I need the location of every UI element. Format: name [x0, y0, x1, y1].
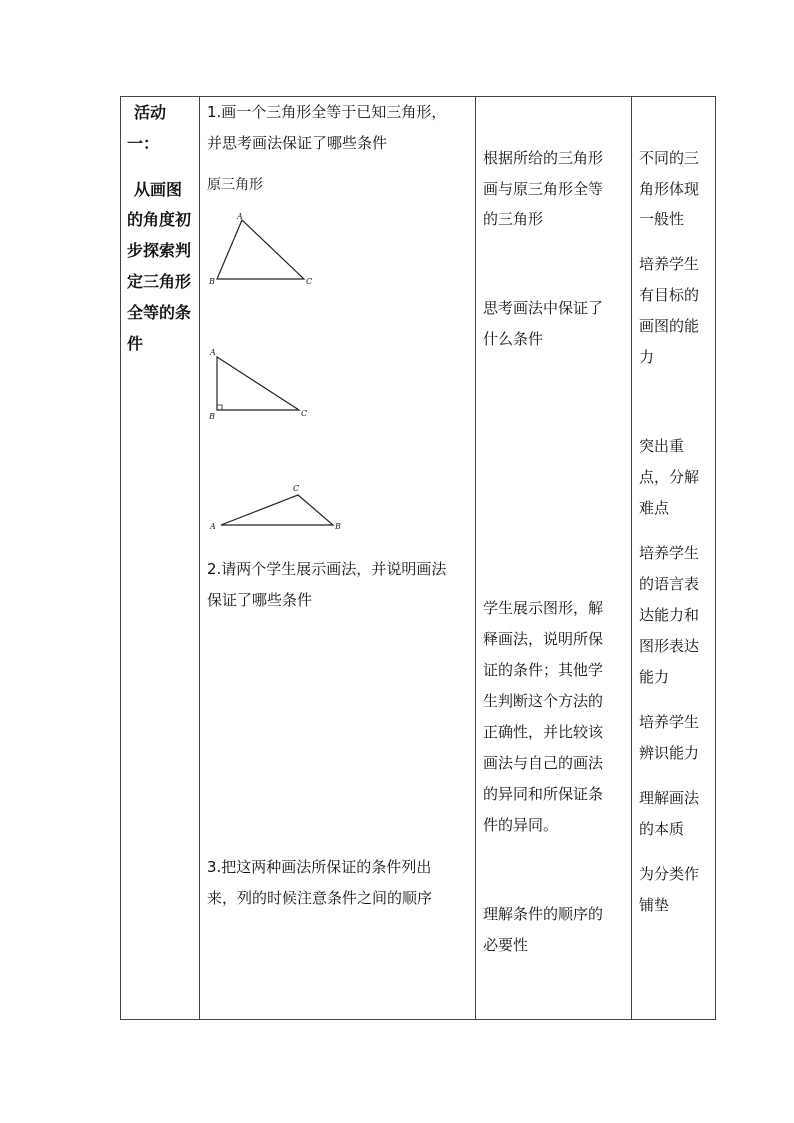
triangle-2-shape: [217, 357, 299, 410]
intent-block5-line-1: 培养学生: [639, 713, 700, 731]
activity-subtitle-line-1: 从画图: [134, 180, 183, 199]
activity-subtitle-line-3: 步探索判: [127, 241, 192, 260]
activity-title-line-2: 一：: [127, 134, 160, 153]
intent-block4-line-5: 能力: [639, 668, 670, 686]
triangle-1-label-a: A: [237, 212, 243, 221]
triangle-figure-3: [205, 478, 355, 538]
triangle-2-label-c: C: [301, 409, 308, 418]
intent-block4-line-4: 图形表达: [639, 637, 700, 655]
step1-line-2: 并思考画法保证了哪些条件: [207, 134, 388, 152]
intent-block3-line-3: 难点: [639, 499, 670, 517]
intent-block6-line-1: 理解画法: [639, 789, 700, 807]
table-right-border: [715, 96, 716, 1020]
triangle-1-label-b: B: [209, 277, 215, 286]
step3-line-1: 3.把这两种画法所保证的条件列出: [207, 858, 432, 876]
student-block4-line-2: 必要性: [483, 936, 529, 954]
student-block3-line-4: 生判断这个方法的: [483, 692, 604, 710]
intent-block1-line-2: 角形体现: [639, 180, 700, 198]
intent-block4-line-3: 达能力和: [639, 606, 700, 624]
student-block3-line-7: 的异同和所保证条: [483, 785, 604, 803]
student-block3-line-2: 释画法，说明所保: [483, 630, 604, 648]
student-block1-line-1: 根据所给的三角形: [483, 149, 604, 167]
activity-subtitle-line-5: 全等的条: [127, 303, 192, 322]
triangle-figure-2: [205, 345, 325, 425]
intent-block7-line-2: 铺垫: [639, 896, 670, 914]
column-divider-2: [475, 96, 476, 1020]
triangle-1-label-c: C: [306, 277, 313, 286]
student-block3-line-5: 正确性，并比较该: [483, 723, 604, 741]
intent-block2-line-3: 画图的能: [639, 317, 700, 335]
triangle-3-label-b: B: [335, 522, 341, 531]
triangle-2-label-b: B: [209, 412, 215, 421]
triangle-3-label-a: A: [210, 522, 216, 531]
step2-line-2: 保证了哪些条件: [207, 591, 313, 609]
column-divider-3: [631, 96, 632, 1020]
step3-line-2: 来，列的时候注意条件之间的顺序: [207, 889, 433, 907]
intent-block3-line-1: 突出重: [639, 437, 685, 455]
intent-block1-line-1: 不同的三: [639, 149, 700, 167]
table-left-border: [120, 96, 121, 1020]
column-divider-1: [199, 96, 200, 1020]
student-block3-line-3: 证的条件；其他学: [483, 661, 604, 679]
student-block3-line-6: 画法与自己的画法: [483, 754, 604, 772]
table-bottom-border: [120, 1019, 716, 1020]
intent-block6-line-2: 的本质: [639, 820, 685, 838]
intent-block1-line-3: 一般性: [639, 210, 685, 228]
student-block3-line-8: 件的异同。: [483, 816, 559, 834]
student-block2-line-1: 思考画法中保证了: [483, 299, 604, 317]
activity-subtitle-line-4: 定三角形: [127, 272, 192, 291]
student-block3-line-1: 学生展示图形，解: [483, 599, 604, 617]
step1-line-1: 1.画一个三角形全等于已知三角形，: [207, 103, 447, 121]
activity-title-line-1: 活动: [134, 103, 167, 122]
student-block2-line-2: 什么条件: [483, 330, 544, 348]
triangle-1-shape: [217, 220, 304, 279]
student-block4-line-1: 理解条件的顺序的: [483, 905, 604, 923]
intent-block2-line-2: 有目标的: [639, 286, 700, 304]
intent-block7-line-1: 为分类作: [639, 865, 700, 883]
intent-block2-line-1: 培养学生: [639, 255, 700, 273]
intent-block2-line-4: 力: [639, 348, 655, 366]
right-angle-marker: [217, 405, 222, 410]
activity-subtitle-line-6: 件: [127, 334, 144, 353]
intent-block5-line-2: 辨识能力: [639, 744, 700, 762]
step2-line-1: 2.请两个学生展示画法，并说明画法: [207, 560, 447, 578]
student-block1-line-2: 画与原三角形全等: [483, 180, 604, 198]
triangle-3-label-c: C: [293, 484, 300, 493]
intent-block4-line-2: 的语言表: [639, 575, 700, 593]
triangle-2-label-a: A: [210, 348, 216, 357]
original-triangle-label: 原三角形: [207, 177, 263, 193]
triangle-3-shape: [221, 495, 333, 525]
student-block1-line-3: 的三角形: [483, 210, 544, 228]
activity-subtitle-line-2: 的角度初: [127, 210, 192, 229]
intent-block4-line-1: 培养学生: [639, 544, 700, 562]
intent-block3-line-2: 点，分解: [639, 468, 700, 486]
triangle-figure-1: [205, 210, 325, 290]
